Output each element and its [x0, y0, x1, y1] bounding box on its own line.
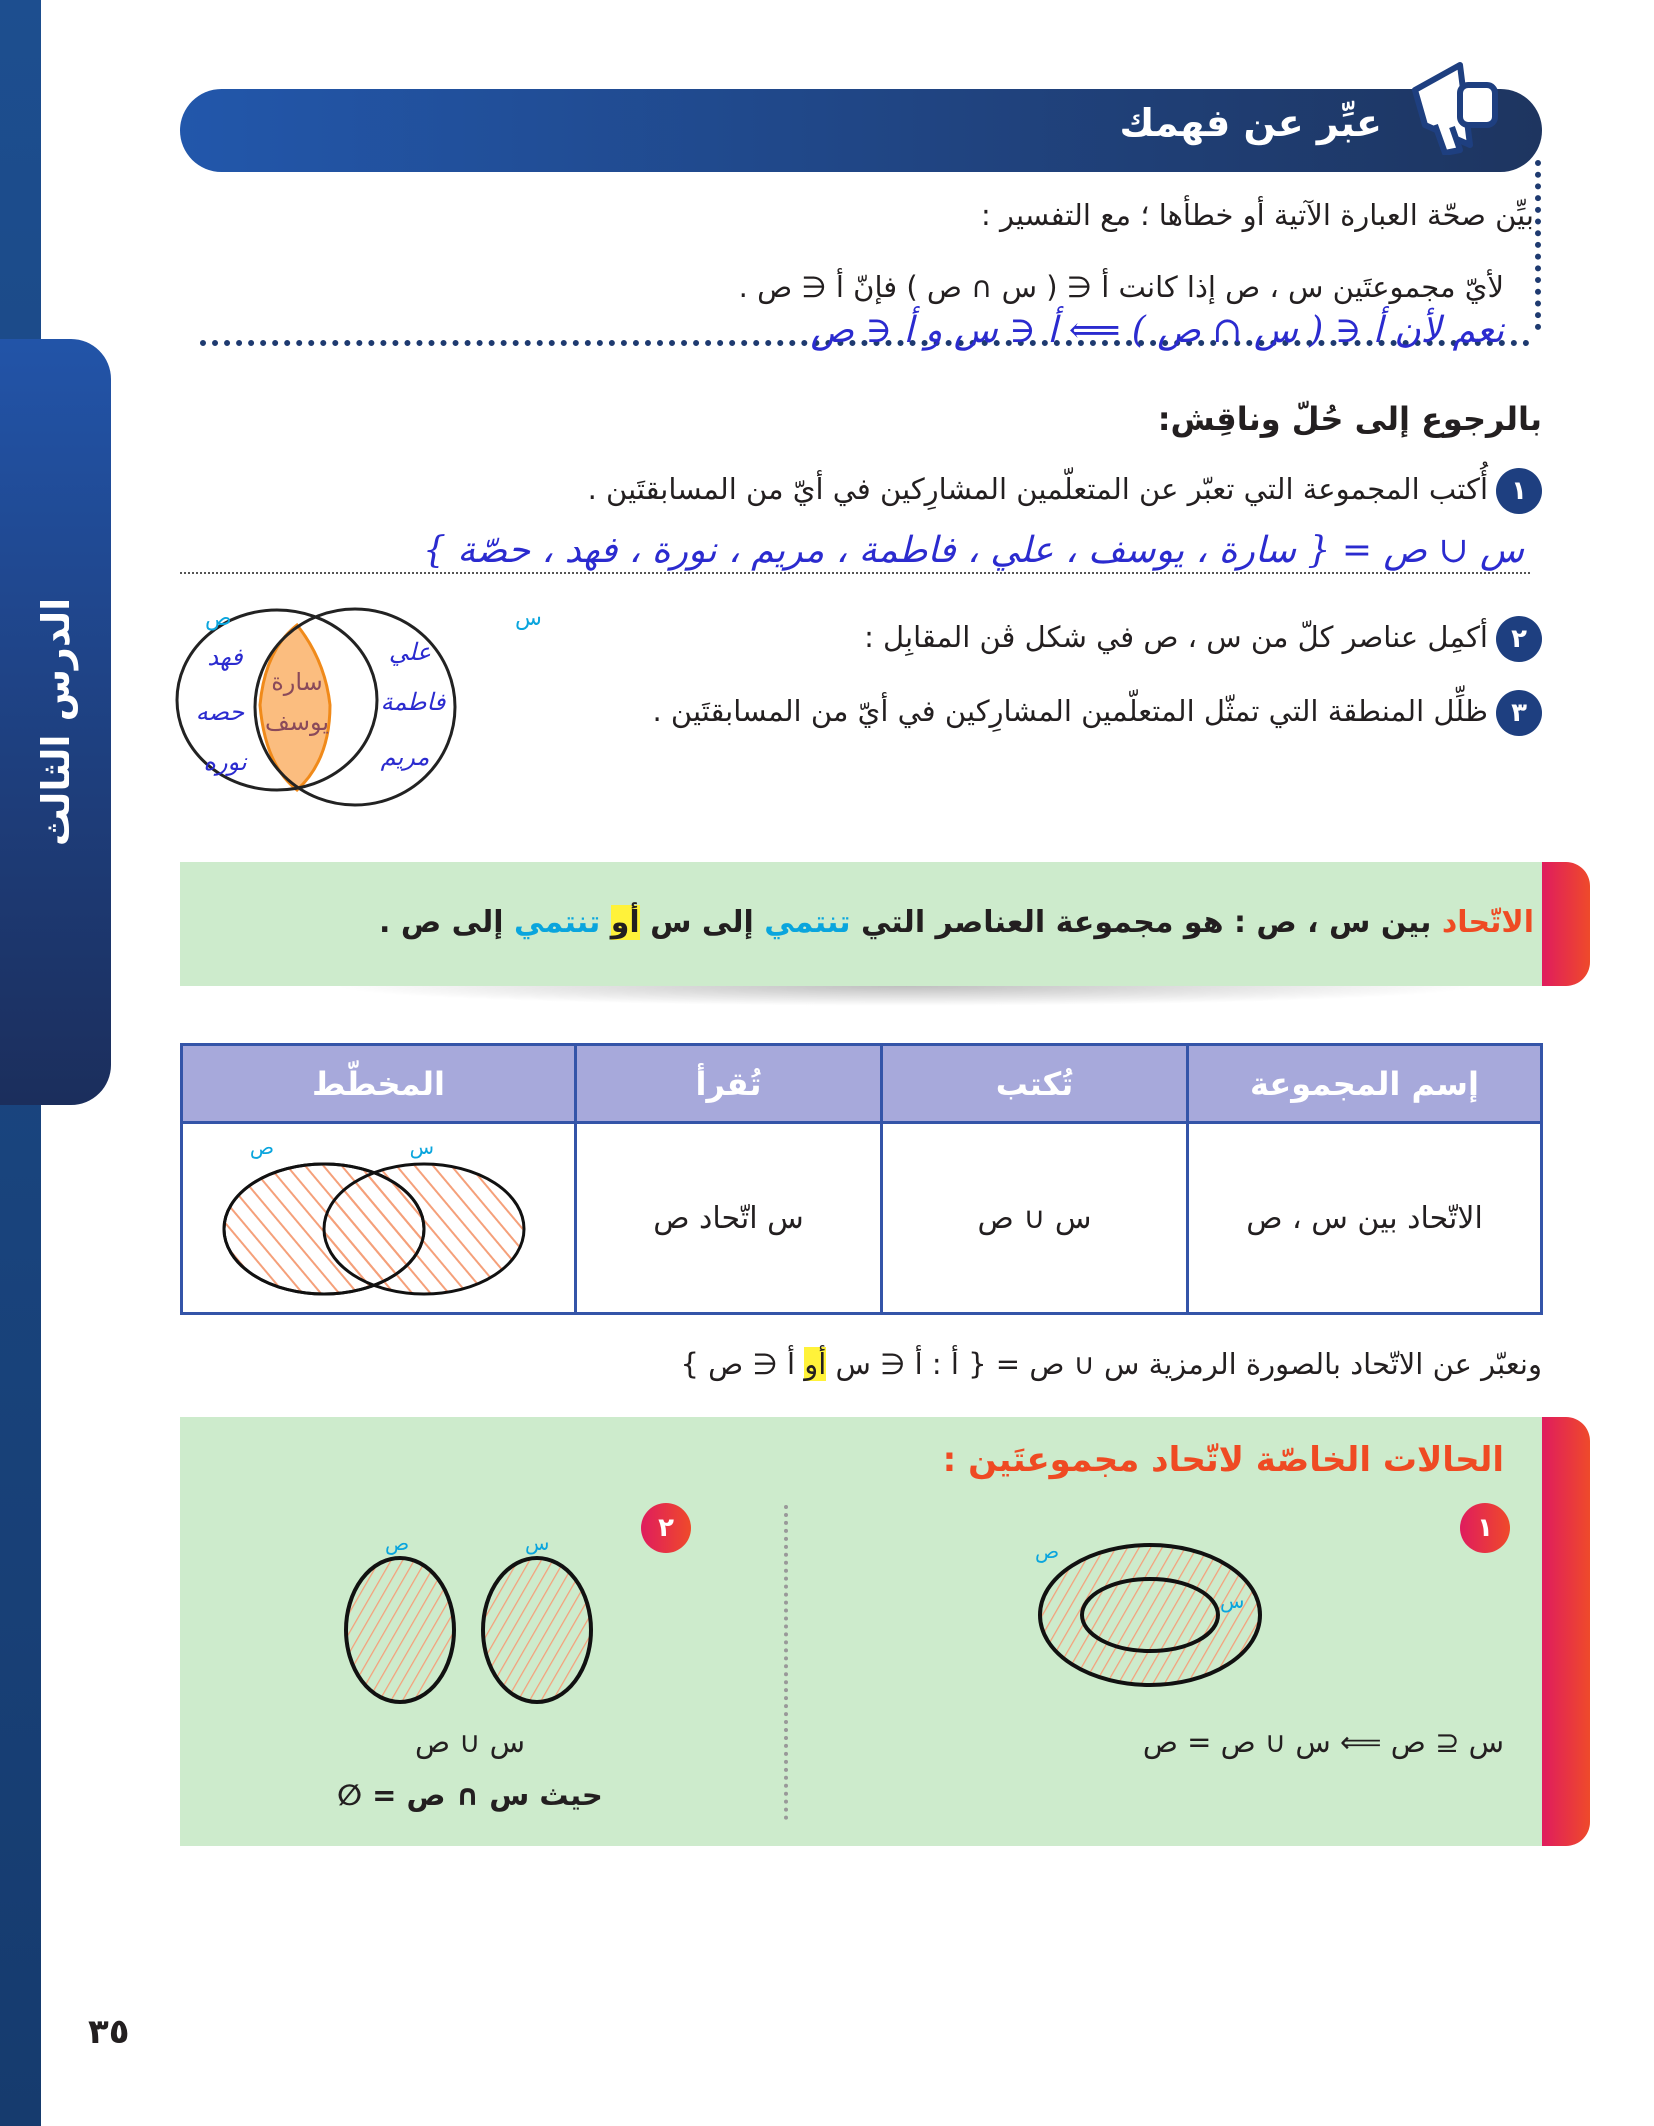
question-number: ١ — [1496, 468, 1542, 514]
symbolic-form: ونعبّر عن الاتّحاد بالصورة الرمزية س ∪ ص = { أ : أ ∈ س أو أ ∈ ص } — [680, 1347, 1542, 1381]
element: نوره — [203, 748, 247, 776]
read-cell: س اتّحاد ص — [576, 1123, 882, 1314]
case1-formula: س ⊆ ص ⟸ س ∪ ص = ص — [1142, 1725, 1504, 1759]
section-title: عبِّر عن فهمك — [1119, 101, 1382, 145]
set-label: ص — [385, 1531, 410, 1555]
page-number: ٣٥ — [88, 2012, 130, 2052]
table-row — [182, 1123, 1542, 1314]
case2-formula: س ∪ ص — [414, 1725, 526, 1759]
set-label: ص — [205, 606, 232, 631]
instruction-text: بيِّن صحّة العبارة الآتية أو خطأها ؛ مع التفسير : — [980, 198, 1534, 232]
question-number: ٢ — [1496, 616, 1542, 662]
set-label: ص — [1035, 1539, 1060, 1563]
express-header-bar — [180, 89, 1542, 172]
question-text: أُكتب المجموعة التي تعبّر عن المتعلّمين المشارِكين في أيّ من المسابقتَين . — [587, 472, 1488, 506]
box-shadow — [330, 986, 1480, 1006]
definition-box-cap — [1542, 862, 1590, 986]
lesson-side-tab — [0, 339, 111, 1105]
column-header: إسم المجموعة — [1188, 1045, 1542, 1123]
disjoint-venn-diagram — [330, 1525, 610, 1705]
question-number: ٣ — [1496, 690, 1542, 736]
element: فاطمة — [380, 688, 446, 716]
case-number: ١ — [1460, 1503, 1510, 1553]
column-header: تُكتب — [882, 1045, 1188, 1123]
set-label: ص — [249, 1135, 274, 1159]
question-2 — [864, 616, 1542, 662]
element: سارة — [271, 668, 323, 696]
written-cell: س ∪ ص — [882, 1123, 1188, 1314]
union-definition: الاتّحاد بين س ، ص : هو مجموعة العناصر التي تنتمي إلى س أو تنتمي إلى ص . — [379, 905, 1534, 940]
lesson-label: الدرس الثالث — [33, 597, 78, 847]
discuss-heading: بالرجوع إلى حُلّ وناقِش: — [1157, 400, 1542, 438]
set-label: س — [1220, 1589, 1245, 1613]
element: حصه — [195, 698, 245, 726]
handwritten-answer-2: س ∪ ص = { سارة ، يوسف ، علي ، فاطمة ، مريم ، نورة ، فهد ، حصّة } — [422, 530, 1524, 571]
element: يوسف — [264, 708, 330, 736]
set-label: س — [409, 1135, 434, 1159]
question-text: أكمِل عناصر كلّ من س ، ص في شكل ڤن المقابِل : — [864, 620, 1488, 654]
column-header: المخطّط — [182, 1045, 576, 1123]
union-table — [180, 1043, 1543, 1315]
question-text: ظلِّل المنطقة التي تمثّل المتعلّمين المشارِكين في أيّ من المسابقتَين . — [652, 694, 1488, 728]
special-cases-cap — [1542, 1417, 1590, 1846]
megaphone-icon — [1400, 55, 1510, 155]
set-label: س — [515, 606, 542, 631]
union-venn-diagram — [214, 1124, 544, 1304]
set-label: س — [525, 1531, 550, 1555]
venn-diagram-answer — [175, 600, 545, 815]
element: مريم — [380, 743, 430, 771]
column-header: تُقرأ — [576, 1045, 882, 1123]
set-name-cell: الاتّحاد بين س ، ص — [1188, 1123, 1542, 1314]
diagram-cell — [182, 1123, 576, 1314]
question-1 — [588, 468, 1542, 514]
subset-venn-diagram — [1010, 1530, 1290, 1690]
case2-condition: حيث س ∩ ص = ∅ — [337, 1778, 603, 1812]
special-cases-title: الحالات الخاصّة لاتّحاد مجموعتَين : — [942, 1440, 1504, 1480]
dotted-border — [1535, 160, 1541, 330]
element: علي — [388, 638, 432, 666]
element: فهد — [207, 643, 243, 671]
statement-text: لأيّ مجموعتَين س ، ص إذا كانت أ ∈ ( س ∩ ص ) فإنّ أ ∈ ص . — [738, 270, 1504, 304]
answer-line — [180, 572, 1530, 574]
handwritten-answer-1: نعم لأن أ ∈ ( س ∩ ص ) ⟸ أ ∈ س و أ ∈ ص — [810, 310, 1504, 351]
cases-divider — [784, 1505, 788, 1820]
question-3 — [652, 690, 1542, 736]
case-number: ٢ — [641, 1503, 691, 1553]
